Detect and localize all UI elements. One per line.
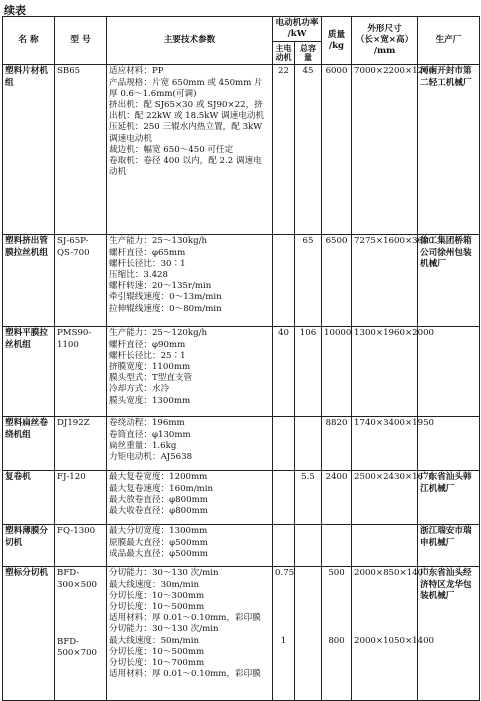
table-row [3, 567, 480, 701]
row-main-power [273, 567, 295, 701]
row-maker: 浙江瑞安市瑞申机械厂 [418, 525, 480, 567]
row-dims: 7000×2200×1200 [352, 65, 418, 235]
row-model: FQ-1300 [55, 525, 107, 567]
row-name: 复卷机 [3, 471, 55, 525]
param-line: 分切长度：10～500mm [109, 646, 205, 657]
param-line: 螺杆转速：20～135r/min [109, 281, 212, 292]
param-line: 螺杆直径：φ65mm [109, 247, 186, 258]
row-dims: 1740×3400×1950 [352, 417, 418, 471]
row-params [107, 471, 273, 525]
header-power: 电动机功率 /kW [273, 17, 322, 42]
row-total-power: 45 [295, 65, 322, 235]
row-name: 塑标分切机 [3, 567, 55, 701]
row-dims [352, 525, 418, 567]
param-line: 力矩电动机：AJ5638 [109, 452, 193, 463]
row-dims [352, 567, 435, 701]
param-line: 生产能力：25～130kg/h [109, 236, 208, 247]
row-total-power [295, 567, 322, 701]
sub-dims: 2000×1050×1400 [354, 635, 435, 646]
param-line: 冷却方式：水冷 [109, 384, 170, 395]
param-line: 分切长度：10～700mm [109, 658, 205, 669]
row-name: 塑料扁丝卷绕机组 [3, 417, 55, 471]
param-line: 生产能力：25～120kg/h [109, 328, 208, 339]
param-line: 压延机：250 三辊水内热立置，配 3kW 调速电动机 [109, 122, 263, 144]
row-model: SB65 [55, 65, 107, 235]
row-model: FJ-120 [55, 471, 107, 525]
header-row [3, 17, 480, 42]
param-line: 成品最大直径：φ500mm [109, 548, 208, 559]
row-dims: 2500×2430×1670 [352, 471, 418, 525]
param-line: 最大收卷直径：φ800mm [109, 506, 208, 517]
table-row [3, 65, 480, 235]
row-model: DJ192Z [55, 417, 107, 471]
row-maker: 广东省汕头韩江机械厂 [418, 471, 480, 525]
sub-dims: 2000×850×1400 [354, 568, 429, 579]
header-dims: 外形尺寸 （长×宽×高） /mm [352, 17, 418, 65]
param-line: 螺杆长径比：25∶1 [109, 350, 186, 361]
param-line: 原膜最大直径：φ500mm [109, 537, 208, 548]
row-mass: 6500 [322, 235, 352, 327]
header-maker: 生产厂 [418, 17, 480, 65]
row-name: 塑料平膜拉丝机组 [3, 327, 55, 417]
sub-mass: 500 [328, 568, 345, 579]
row-main-power [273, 525, 295, 567]
param-line: 适用材料：厚 0.01～0.10mm，彩印膜 [109, 669, 261, 680]
row-params [107, 235, 273, 327]
header-params: 主要技术参数 [107, 17, 273, 65]
param-line: 扁丝重量：1.6kg [109, 440, 177, 451]
row-total-power: 106 [295, 327, 322, 417]
param-line: 最大复卷速度：160m/min [109, 483, 214, 494]
param-line: 适应材料：PP [109, 66, 164, 77]
row-mass: 8820 [322, 417, 352, 471]
row-params [107, 417, 273, 471]
param-line: 挤出机：配 SJ65×30 或 SJ90×22，挤出机：配 22kW 或 18.5kW 调速电动机 [109, 100, 265, 122]
param-line: 裁边机：幅宽 650～450 可任定 [109, 144, 234, 155]
row-mass [322, 567, 352, 701]
param-line: 最大复卷宽度：1200mm [109, 472, 208, 483]
row-maker: 徐工集团桥箱公司徐州包装机械厂 [418, 235, 480, 327]
param-line: 卷取机：卷径 400 以内，配 2.2 调速电动机 [109, 156, 262, 178]
param-line: 产品规格：片宽 650mm 或 450mm 片厚 0.6～1.6mm(可调) [109, 77, 263, 99]
row-total-power [295, 417, 322, 471]
sub-mass: 800 [328, 635, 345, 646]
param-line: 卷筒直径：φ130mm [109, 429, 191, 440]
row-name: 塑料薄膜分切机 [3, 525, 55, 567]
sub-model: BFD-500×700 [57, 636, 98, 659]
row-main-power: 22 [273, 65, 295, 235]
param-line: 螺杆长径比：30∶1 [109, 258, 186, 269]
table-row [3, 417, 480, 471]
param-line: 螺杆直径：φ90mm [109, 339, 186, 350]
header-main-motor: 主电 动机 [273, 42, 295, 65]
param-line: 分切能力：30～130 次/min [109, 568, 219, 579]
param-line: 挤膜宽度：1100mm [109, 362, 191, 373]
row-maker: 河南开封市第二轻工机械厂 [418, 65, 480, 235]
row-maker: 广东省汕头经济特区龙华包装机械厂 [418, 567, 480, 701]
row-model: PMS90-1100 [55, 327, 107, 417]
param-line: 适用材料：厚 0.01～0.10mm，彩印膜 [109, 613, 261, 624]
param-line: 最大线速度：30m/min [109, 579, 199, 590]
sub-model: BFD-300×500 [57, 568, 98, 590]
param-line: 分切长度：10～500mm [109, 602, 205, 613]
row-main-power: 40 [273, 327, 295, 417]
row-total-power: 5.5 [295, 471, 322, 525]
header-total-capacity: 总容量 [295, 42, 322, 65]
equipment-table [2, 16, 480, 701]
param-line: 分切能力：30～130 次/min [109, 624, 219, 635]
header-model: 型 号 [55, 17, 107, 65]
row-maker [418, 327, 480, 417]
param-line: 卷绕动程：196mm [109, 418, 185, 429]
param-line: 膜头型式：T型直支管 [109, 373, 193, 384]
param-line: 分切长度：10～300mm [109, 590, 205, 601]
row-model [55, 567, 107, 701]
param-line: 最大线速度：50m/min [109, 635, 199, 646]
row-mass: 10000 [322, 327, 352, 417]
table-row [3, 525, 480, 567]
table-row [3, 471, 480, 525]
param-line: 拉伸辊线速度：0～80m/min [109, 303, 222, 314]
row-params [107, 327, 273, 417]
table-caption: 续表 [4, 4, 26, 17]
row-dims: 1300×1960×2000 [352, 327, 418, 417]
row-mass: 6000 [322, 65, 352, 235]
sub-main-power: 1 [280, 635, 287, 646]
row-main-power [273, 235, 295, 327]
row-name: 塑料挤出管膜拉丝机组 [3, 235, 55, 327]
row-dims: 7275×1600×3600 [352, 235, 418, 327]
row-total-power: 65 [295, 235, 322, 327]
header-name: 名 称 [3, 17, 55, 65]
param-line: 牵引辊线速度：0～13m/min [109, 292, 222, 303]
sub-main-power: 0.75 [275, 568, 295, 579]
param-line: 最大分切宽度：1300mm [109, 526, 208, 537]
row-params [107, 65, 273, 235]
param-line: 压缩比：3.428 [109, 270, 168, 281]
param-line: 最大放卷直径：φ800mm [109, 494, 208, 505]
header-mass: 质量 /kg [322, 17, 352, 65]
table-row [3, 235, 480, 327]
row-model: SJ-65P-QS-700 [55, 235, 107, 327]
row-mass: 2400 [322, 471, 352, 525]
param-line: 膜头宽度：1300mm [109, 395, 191, 406]
row-total-power [295, 525, 322, 567]
row-name: 塑料片材机组 [3, 65, 55, 235]
row-mass [322, 525, 352, 567]
row-params [107, 525, 273, 567]
row-main-power [273, 471, 295, 525]
table-row [3, 327, 480, 417]
row-main-power [273, 417, 295, 471]
row-params [107, 567, 273, 701]
